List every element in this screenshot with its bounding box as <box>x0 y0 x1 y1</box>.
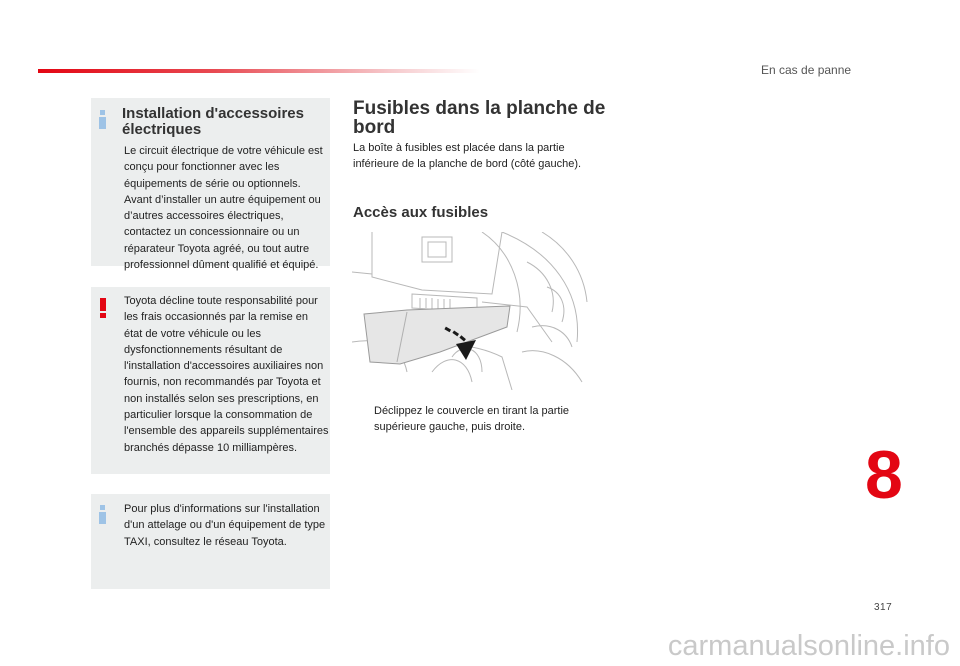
warning-box <box>91 287 330 474</box>
watermark: carmanualsonline.info <box>667 630 950 662</box>
info-box-accessories <box>91 98 330 272</box>
header-accent-bar <box>38 69 480 73</box>
info-icon <box>99 110 106 129</box>
page-number: 317 <box>874 602 893 613</box>
page-title: Fusibles dans la planche de bord <box>353 98 606 138</box>
section-subtitle: Accès aux fusibles <box>353 204 489 221</box>
instruction-text: Déclippez le couvercle en tirant la partie supérieure gauche, puis droite. <box>374 405 570 433</box>
chapter-number: 8 <box>865 437 903 513</box>
info-box-text: Pour plus d'informations sur l'installation d'un attelage ou d'un équipement de type TAXI, consultez le réseau Toyota. <box>124 503 326 548</box>
info-icon <box>99 505 106 524</box>
info-box-taxi <box>91 494 330 589</box>
fuse-box-illustration <box>352 232 591 390</box>
info-box-title: Installation d'accessoires électriques <box>122 105 304 138</box>
intro-text: La boîte à fusibles est placée dans la partie inférieure de la planche de bord (côté gauche). <box>353 142 582 170</box>
section-title: En cas de panne <box>761 63 852 77</box>
exclamation-icon <box>100 298 106 318</box>
info-box-text: Le circuit électrique de votre véhicule est conçu pour fonctionner avec les équipements de série ou optionnels. Avant d’installer un autre équipement ou d’autres accessoires électriques, contactez un concessionnaire ou un réparateur Toyota agréé, ou tout autre professionnel dûment qualifié et équipé. <box>124 145 323 272</box>
warning-text: Toyota décline toute responsabilité pour les frais occasionnés par la remise en état de votre véhicule ou les dysfonctionnements résultant de l'installation d'accessoires auxiliaires non fournis, non recommandés par Toyota et non installés selon ses prescriptions, en particulier lorsque la consommation de l'ensemble des appareils supplémentaires branchés dépasse 10 milliampères. <box>124 295 329 454</box>
